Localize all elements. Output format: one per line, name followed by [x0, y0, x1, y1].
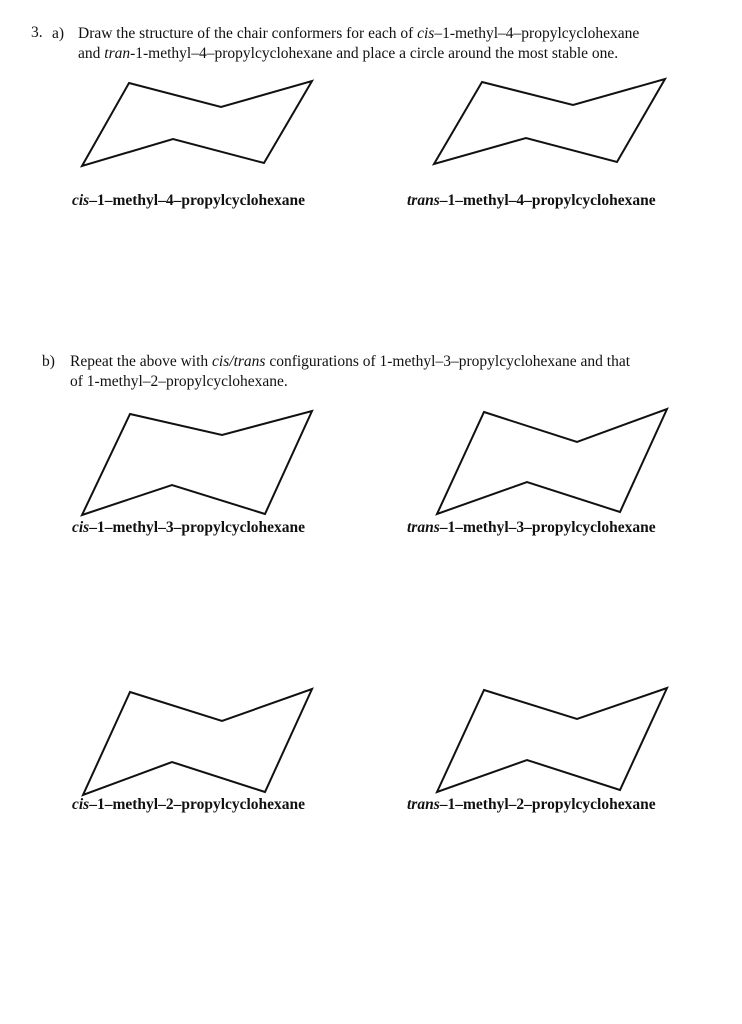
caption-cis-1-2 — [72, 796, 305, 814]
italic-run: trans — [407, 519, 440, 536]
italic-run: cis — [72, 796, 90, 813]
text-run: –1-methyl–4–propylcyclohexane — [434, 25, 640, 42]
text-run: Draw the structure of the chair conformers for each of — [78, 25, 418, 42]
part-b-label: b) — [42, 353, 55, 370]
caption-trans-1-2 — [407, 796, 656, 814]
part-a-label: a) — [52, 25, 65, 42]
question-number: 3. — [31, 24, 43, 41]
italic-run: cis — [72, 192, 90, 209]
chair-cyclohexane-6 — [437, 688, 667, 792]
chair-cyclohexane-3 — [82, 411, 312, 515]
text-run: –1–methyl–2–propylcyclohexane — [89, 796, 306, 813]
text-run: –1–methyl–3–propylcyclohexane — [439, 519, 656, 536]
italic-run: trans — [407, 796, 440, 813]
italic-run: cis/trans — [212, 353, 266, 370]
italic-run: trans — [407, 192, 440, 209]
part-b-line-2: of 1-methyl–2–propylcyclohexane. — [70, 373, 288, 390]
text-run: Repeat the above with — [70, 353, 213, 370]
text-run: configurations of 1-methyl–3–propylcyclohexane and that — [265, 353, 631, 370]
italic-run: cis — [72, 519, 90, 536]
text-run: –1–methyl–4–propylcyclohexane — [439, 192, 656, 209]
caption-cis-1-3 — [72, 519, 305, 537]
chair-cyclohexane-4 — [437, 409, 667, 514]
chair-cyclohexane-2 — [434, 79, 665, 164]
caption-trans-1-4 — [407, 192, 656, 210]
chair-cyclohexane-1 — [82, 81, 312, 166]
chair-cyclohexane-5 — [83, 689, 312, 795]
text-run: –1–methyl–2–propylcyclohexane — [439, 796, 656, 813]
text-run: -1-methyl–4–propylcyclohexane and place a circle around the most stable one. — [130, 45, 619, 62]
text-run: –1–methyl–3–propylcyclohexane — [89, 519, 306, 536]
italic-run: cis — [417, 25, 435, 42]
italic-run: tran — [104, 45, 131, 62]
caption-cis-1-4 — [72, 192, 305, 210]
text-run: and — [78, 45, 105, 62]
text-run: –1–methyl–4–propylcyclohexane — [89, 192, 306, 209]
caption-trans-1-3 — [407, 519, 656, 537]
